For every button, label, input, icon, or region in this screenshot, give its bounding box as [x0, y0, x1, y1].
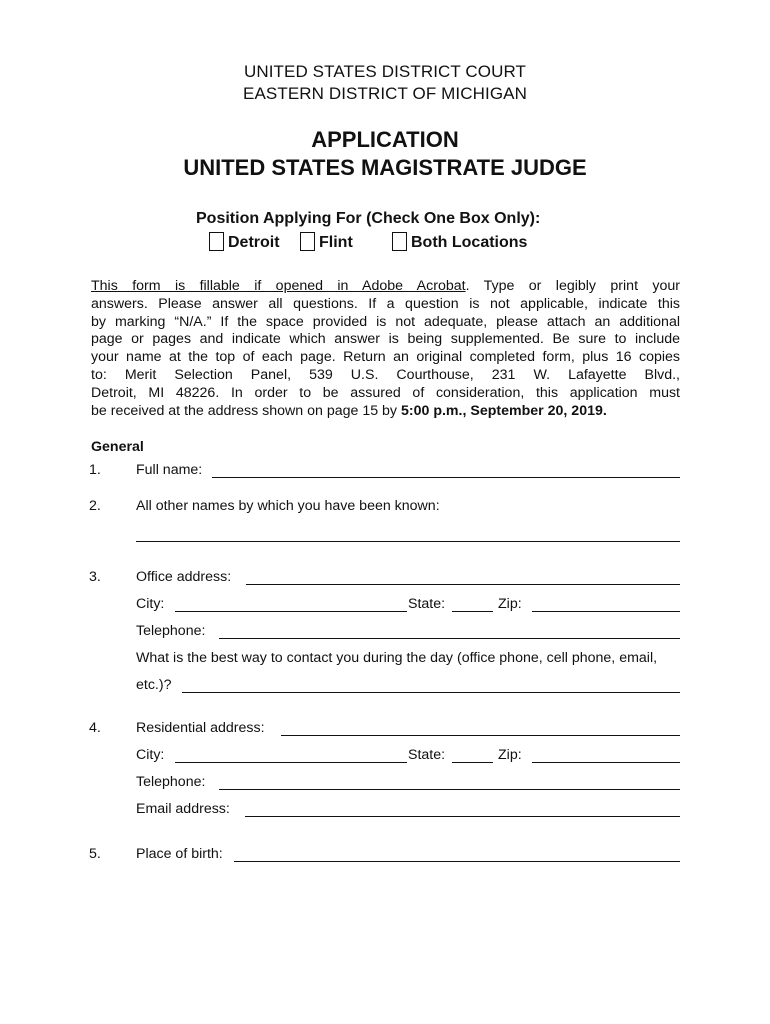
adobe-acrobat-note: This form is fillable if opened in Adobe Acrobat [91, 278, 466, 294]
other-names-label: All other names by which you have been known: [136, 498, 440, 514]
email-address-field[interactable] [245, 816, 680, 817]
contact-question-label: What is the best way to contact you during the day (office phone, cell phone, email, [136, 650, 658, 666]
residential-city-field[interactable] [175, 762, 407, 763]
deadline: 5:00 p.m., September 20, 2019. [400, 402, 607, 419]
court-name-line2: EASTERN DISTRICT OF MICHIGAN [243, 84, 527, 103]
option-both-locations[interactable] [392, 232, 527, 252]
office-telephone-label: Telephone: [136, 623, 206, 639]
q1-number: 1. [89, 462, 101, 478]
court-name-line1: UNITED STATES DISTRICT COURT [243, 62, 527, 81]
option-detroit[interactable] [209, 232, 280, 252]
form-title-line1: APPLICATION [311, 127, 459, 152]
q5-number: 5. [89, 846, 101, 862]
other-names-field[interactable] [136, 541, 680, 542]
instructions-line: by marking “N/A.” If the space provided is not adequate, please attach an additional [91, 313, 680, 330]
instructions-line: answers. Please answer all questions. If a question is not applicable, indicate this [91, 295, 680, 312]
office-city-field[interactable] [175, 611, 407, 612]
contact-method-field[interactable] [182, 692, 680, 693]
residential-zip-label: Zip: [498, 747, 522, 763]
detroit-checkbox[interactable] [209, 232, 224, 251]
instructions-line: to: Merit Selection Panel, 539 U.S. Courthouse, 231 W. Lafayette Blvd., [91, 366, 680, 383]
residential-address-label: Residential address: [136, 720, 265, 736]
office-telephone-field[interactable] [219, 638, 680, 639]
residential-state-label: State: [408, 747, 446, 763]
residential-telephone-field[interactable] [219, 789, 680, 790]
option-flint[interactable] [300, 232, 353, 252]
place-of-birth-label: Place of birth: [136, 846, 223, 862]
instructions-line: page or pages and indicate which answer is being supplemented. Be sure to include [91, 331, 680, 348]
instructions-line: be received at the address shown on page 15 by 5:00 p.m., September 20, 2019. [91, 402, 607, 419]
email-address-label: Email address: [136, 801, 230, 817]
full-name-label: Full name: [136, 462, 203, 478]
form-title-line2: UNITED STATES MAGISTRATE JUDGE [183, 155, 587, 180]
residential-telephone-label: Telephone: [136, 774, 206, 790]
instructions-line: your name at the top of each page. Return an original completed form, plus 16 copies [91, 349, 680, 366]
instructions-line: Detroit, MI 48226. In order to be assured of consideration, this application must [91, 384, 680, 401]
option-both-label: Both Locations [411, 234, 528, 251]
office-address-label: Office address: [136, 569, 232, 585]
q2-number: 2. [89, 498, 101, 514]
office-state-field[interactable] [452, 611, 493, 612]
office-city-label: City: [136, 596, 165, 612]
flint-checkbox[interactable] [300, 232, 315, 251]
instructions-paragraph [91, 278, 680, 420]
office-address-field[interactable] [246, 584, 680, 585]
office-state-label: State: [408, 596, 446, 612]
office-zip-field[interactable] [532, 611, 680, 612]
residential-state-field[interactable] [452, 762, 493, 763]
office-zip-label: Zip: [498, 596, 522, 612]
section-general-heading: General [91, 439, 144, 455]
contact-question-cont-label: etc.)? [136, 677, 172, 693]
option-detroit-label: Detroit [228, 234, 280, 251]
option-flint-label: Flint [319, 234, 353, 251]
position-heading: Position Applying For (Check One Box Only): [196, 210, 541, 227]
place-of-birth-field[interactable] [234, 861, 680, 862]
q4-number: 4. [89, 720, 101, 736]
instructions-line: This form is fillable if opened in Adobe Acrobat. Type or legibly print your [91, 278, 680, 294]
residential-address-field[interactable] [281, 735, 680, 736]
both-locations-checkbox[interactable] [392, 232, 407, 251]
q3-number: 3. [89, 569, 101, 585]
full-name-field[interactable] [212, 477, 680, 478]
residential-city-label: City: [136, 747, 165, 763]
residential-zip-field[interactable] [532, 762, 680, 763]
